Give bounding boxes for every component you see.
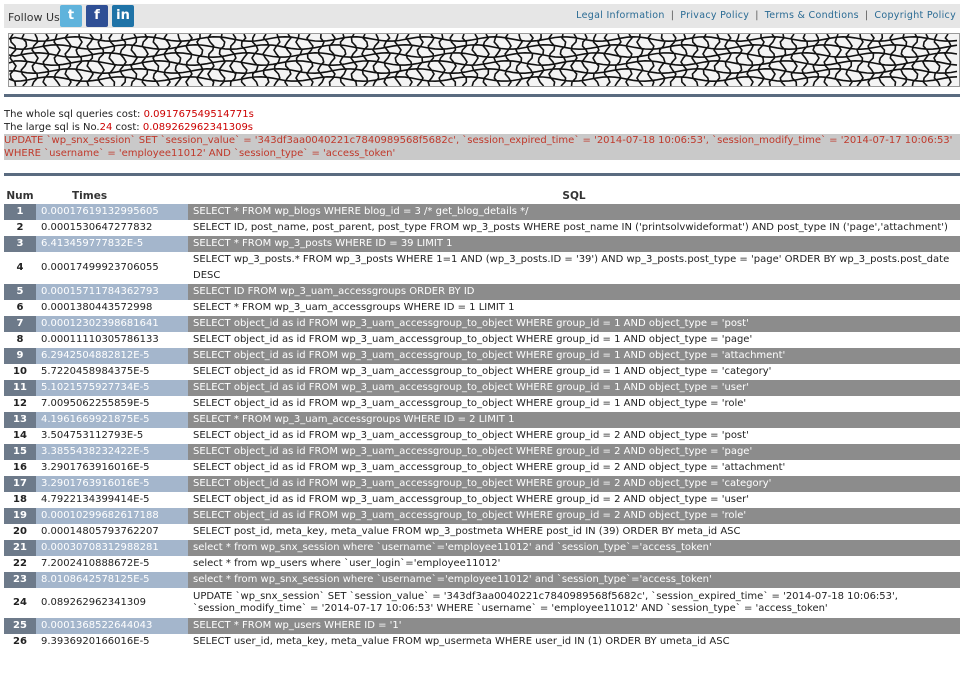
- row-num-cell: 3: [4, 236, 36, 252]
- terms-conditions-link[interactable]: Terms & Condtions: [764, 10, 859, 21]
- large-sql-cost: 0.089262962341309s: [142, 122, 254, 133]
- row-num-cell: 22: [13, 558, 27, 569]
- large-sql-prefix: The large sql is No.: [4, 122, 100, 133]
- row-num-cell: 2: [16, 222, 24, 233]
- row-sql-cell: SELECT * FROM wp_users WHERE ID = '1': [188, 618, 960, 634]
- row-time-cell: 0.00015711784362793: [36, 284, 188, 300]
- row-sql-cell: select * from wp_snx_session where `username`='employee11012' and `session_type`='access_token': [188, 540, 960, 556]
- row-num-cell: 20: [13, 526, 27, 537]
- row-time-cell: 7.2002410888672E-5: [41, 558, 150, 569]
- row-sql-cell: SELECT object_id as id FROM wp_3_uam_accessgroup_to_object WHERE group_id = 2 AND object_type = 'page': [188, 444, 960, 460]
- row-num-cell: 23: [4, 572, 36, 588]
- row-sql-cell: SELECT object_id as id FROM wp_3_uam_accessgroup_to_object WHERE group_id = 1 AND object_type = 'post': [188, 316, 960, 332]
- table-row: [4, 332, 960, 348]
- row-num-cell: 5: [4, 284, 36, 300]
- row-sql-cell: SELECT object_id as id FROM wp_3_uam_accessgroup_to_object WHERE group_id = 2 AND object_type = 'post': [193, 430, 749, 441]
- row-sql-cell: SELECT * FROM wp_3_uam_accessgroups WHERE ID = 1 LIMIT 1: [193, 302, 515, 313]
- row-time-cell: 0.00010299682617188: [36, 508, 188, 524]
- row-sql-cell: SELECT object_id as id FROM wp_3_uam_accessgroup_to_object WHERE group_id = 2 AND object_type = 'category': [188, 476, 960, 492]
- row-sql-cell: UPDATE `wp_snx_session` SET `session_value` = '343df3aa0040221c7840989568f5682c', `session_expired_time` = '2014-07-18 10:06:53', `session_modify_time` = '2014-07-17 10:06:53' WHERE `username` = 'employee11012' AND `session_type` = 'access_token': [193, 591, 898, 614]
- table-row: [4, 220, 960, 236]
- row-time-cell: 5.7220458984375E-5: [41, 366, 150, 377]
- table-row: [4, 476, 960, 492]
- large-sql-text: UPDATE `wp_snx_session` SET `session_value` = '343df3aa0040221c7840989568f5682c', `session_expired_time` = '2014-07-18 10:06:53', `session_modify_time` = '2014-07-17 10:06:53' WHERE `username` = 'employee11012' AND `session_type` = 'access_token': [4, 134, 960, 160]
- legal-information-link[interactable]: Legal Information: [576, 10, 665, 21]
- table-row: [4, 396, 960, 412]
- row-time-cell: 0.00012302398681641: [36, 316, 188, 332]
- sql-query-table: [4, 188, 960, 650]
- row-sql-cell: SELECT object_id as id FROM wp_3_uam_accessgroup_to_object WHERE group_id = 2 AND object_type = 'attachment': [193, 462, 786, 473]
- row-sql-cell: SELECT object_id as id FROM wp_3_uam_accessgroup_to_object WHERE group_id = 1 AND object_type = 'category': [193, 366, 772, 377]
- row-num-cell: 1: [4, 204, 36, 220]
- row-num-cell: 24: [13, 597, 27, 608]
- row-time-cell: 3.3855438232422E-5: [36, 444, 188, 460]
- row-time-cell: 0.0001530647277832: [41, 222, 153, 233]
- table-row: [4, 588, 960, 618]
- table-row: [4, 460, 960, 476]
- table-row: [4, 204, 960, 220]
- row-num-cell: 15: [4, 444, 36, 460]
- row-time-cell: 6.2942504882812E-5: [36, 348, 188, 364]
- row-time-cell: 0.00030708312988281: [36, 540, 188, 556]
- twitter-icon[interactable]: t: [60, 5, 82, 27]
- row-sql-cell: SELECT ID, post_name, post_parent, post_type FROM wp_3_posts WHERE post_name IN ('printsolvwideformat') AND post_type IN ('page','attachment'): [193, 222, 948, 233]
- row-time-cell: 0.00017619132995605: [36, 204, 188, 220]
- row-sql-cell: SELECT object_id as id FROM wp_3_uam_accessgroup_to_object WHERE group_id = 1 AND object_type = 'attachment': [188, 348, 960, 364]
- row-sql-cell: SELECT object_id as id FROM wp_3_uam_accessgroup_to_object WHERE group_id = 1 AND object_type = 'page': [193, 334, 753, 345]
- table-row: [4, 428, 960, 444]
- row-num-cell: 17: [4, 476, 36, 492]
- table-row: [4, 284, 960, 300]
- row-sql-cell: SELECT object_id as id FROM wp_3_uam_accessgroup_to_object WHERE group_id = 2 AND object_type = 'role': [188, 508, 960, 524]
- row-num-cell: 8: [16, 334, 24, 345]
- total-cost-value: 0.091767549514771s: [143, 109, 254, 120]
- row-time-cell: 0.0001368522644043: [36, 618, 188, 634]
- table-row: [4, 348, 960, 364]
- table-row: [4, 412, 960, 428]
- linkedin-icon[interactable]: in: [112, 5, 134, 27]
- copyright-policy-link[interactable]: Copyright Policy: [874, 10, 956, 21]
- row-time-cell: 3.504753112793E-5: [41, 430, 144, 441]
- table-row: [4, 618, 960, 634]
- table-row: [4, 236, 960, 252]
- table-row: [4, 492, 960, 508]
- row-num-cell: 14: [13, 430, 27, 441]
- row-time-cell: 5.1021575927734E-5: [36, 380, 188, 396]
- privacy-policy-link[interactable]: Privacy Policy: [680, 10, 750, 21]
- table-row: [4, 316, 960, 332]
- row-sql-cell: SELECT wp_3_posts.* FROM wp_3_posts WHERE 1=1 AND (wp_3_posts.ID = '39') AND wp_3_posts.post_type = 'page' ORDER BY wp_3_posts.post_date DESC: [193, 254, 950, 281]
- divider-top: [4, 94, 960, 97]
- row-num-cell: 21: [4, 540, 36, 556]
- row-num-cell: 13: [4, 412, 36, 428]
- follow-us-label: Follow Us: [8, 11, 60, 24]
- row-num-cell: 26: [13, 636, 27, 647]
- row-num-cell: 16: [13, 462, 27, 473]
- num-header: Num: [6, 190, 34, 202]
- row-time-cell: 3.2901763916016E-5: [36, 476, 188, 492]
- table-row: [4, 380, 960, 396]
- table-row: [4, 572, 960, 588]
- row-time-cell: 0.0001380443572998: [41, 302, 153, 313]
- row-num-cell: 4: [16, 262, 24, 273]
- row-num-cell: 12: [13, 398, 27, 409]
- row-time-cell: 8.0108642578125E-5: [36, 572, 188, 588]
- table-row: [4, 540, 960, 556]
- row-num-cell: 19: [4, 508, 36, 524]
- table-row: [4, 252, 960, 284]
- table-row: [4, 364, 960, 380]
- facebook-icon[interactable]: f: [86, 5, 108, 27]
- footer-links: Legal Information | Privacy Policy | Terms & Condtions | Copyright Policy: [576, 10, 956, 21]
- table-row: [4, 444, 960, 460]
- captcha-pattern: [9, 34, 959, 86]
- total-cost-label: The whole sql queries cost:: [4, 109, 141, 120]
- sql-header: SQL: [562, 190, 586, 202]
- row-num-cell: 11: [4, 380, 36, 396]
- row-sql-cell: SELECT object_id as id FROM wp_3_uam_accessgroup_to_object WHERE group_id = 1 AND object_type = 'user': [188, 380, 960, 396]
- table-row: [4, 508, 960, 524]
- row-sql-cell: select * from wp_snx_session where `username`='employee11012' and `session_type`='access_token': [188, 572, 960, 588]
- row-time-cell: 4.1961669921875E-5: [36, 412, 188, 428]
- row-sql-cell: SELECT ID FROM wp_3_uam_accessgroups ORDER BY ID: [188, 284, 960, 300]
- large-sql-number: 24: [99, 122, 113, 133]
- times-header: Times: [72, 190, 108, 202]
- row-time-cell: 3.2901763916016E-5: [41, 462, 150, 473]
- large-sql-cost-label: cost:: [115, 122, 140, 133]
- row-num-cell: 7: [4, 316, 36, 332]
- table-row: [4, 300, 960, 316]
- captcha-image: [8, 33, 960, 87]
- query-stats: [4, 108, 960, 160]
- large-sql-line: [4, 121, 960, 134]
- row-time-cell: 0.00011110305786133: [41, 334, 159, 345]
- table-row: [4, 524, 960, 540]
- top-bar: [4, 4, 960, 28]
- row-num-cell: 6: [16, 302, 24, 313]
- row-time-cell: 0.089262962341309: [41, 597, 146, 608]
- row-time-cell: 9.3936920166016E-5: [41, 636, 150, 647]
- row-sql-cell: SELECT user_id, meta_key, meta_value FROM wp_usermeta WHERE user_id IN (1) ORDER BY umeta_id ASC: [193, 636, 730, 647]
- row-num-cell: 25: [4, 618, 36, 634]
- row-sql-cell: SELECT * FROM wp_blogs WHERE blog_id = 3 /* get_blog_details */: [188, 204, 960, 220]
- row-sql-cell: SELECT object_id as id FROM wp_3_uam_accessgroup_to_object WHERE group_id = 2 AND object_type = 'user': [193, 494, 750, 505]
- row-sql-cell: SELECT * FROM wp_3_posts WHERE ID = 39 LIMIT 1: [188, 236, 960, 252]
- table-row: [4, 634, 960, 650]
- total-cost-line: [4, 108, 960, 121]
- row-sql-cell: SELECT object_id as id FROM wp_3_uam_accessgroup_to_object WHERE group_id = 1 AND object_type = 'role': [193, 398, 747, 409]
- row-time-cell: 6.413459777832E-5: [36, 236, 188, 252]
- row-num-cell: 9: [4, 348, 36, 364]
- row-time-cell: 4.7922134399414E-5: [41, 494, 150, 505]
- row-time-cell: 0.00014805793762207: [41, 526, 159, 537]
- divider-bottom: [4, 173, 960, 176]
- row-num-cell: 18: [13, 494, 27, 505]
- captcha-lines: [9, 34, 957, 86]
- row-sql-cell: select * from wp_users where `user_login`='employee11012': [193, 558, 501, 569]
- row-time-cell: 0.00017499923706055: [41, 262, 159, 273]
- table-row: [4, 556, 960, 572]
- table-header: [4, 188, 960, 204]
- row-time-cell: 7.0095062255859E-5: [41, 398, 150, 409]
- row-num-cell: 10: [13, 366, 27, 377]
- row-sql-cell: SELECT post_id, meta_key, meta_value FROM wp_3_postmeta WHERE post_id IN (39) ORDER BY meta_id ASC: [193, 526, 741, 537]
- row-sql-cell: SELECT * FROM wp_3_uam_accessgroups WHERE ID = 2 LIMIT 1: [188, 412, 960, 428]
